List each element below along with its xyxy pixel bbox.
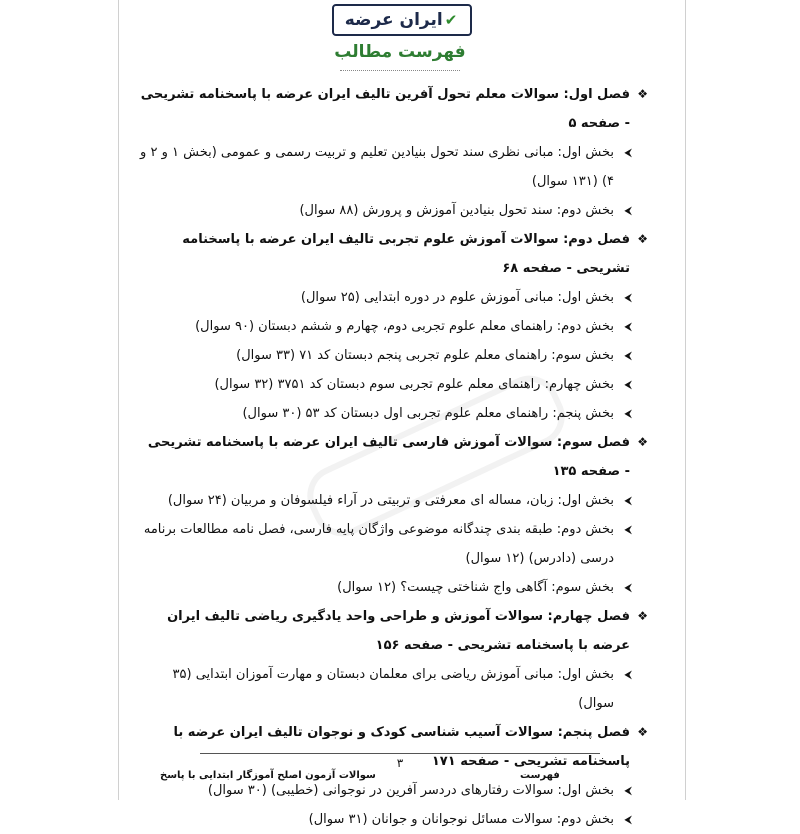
toc-chapter (140, 428, 648, 486)
toc-section (140, 283, 648, 312)
footer-divider (200, 753, 600, 754)
title-underline (340, 70, 460, 71)
page-title: فهرست مطالب (334, 42, 466, 62)
toc-section (140, 312, 648, 341)
toc-section-text: بخش اول: مبانی آموزش علوم در دوره ابتدایی (۲۵ سوال) (300, 290, 614, 305)
toc-section-text: بخش اول: مبانی آموزش ریاضی برای معلمان دبستان و مهارت آموزان ابتدایی (۳۵ سوال) (172, 667, 614, 711)
toc-section (140, 399, 648, 428)
arrow-bullet-icon: ⮜ (624, 378, 632, 391)
diamond-bullet-icon: ❖ (637, 725, 648, 739)
toc-section (140, 370, 648, 399)
toc-section (140, 660, 648, 718)
logo-arrow-icon: ✔ (444, 11, 458, 29)
toc-chapter-text: فصل چهارم: سوالات آموزش و طراحی واحد یادگیری ریاضی تالیف ایران عرضه با پاسخنامه تشریحی - صفحه ۱۵۶ (167, 609, 630, 653)
toc-section (140, 138, 648, 196)
toc-section-text: بخش دوم: طبقه بندی چندگانه موضوعی واژگان پایه فارسی، فصل نامه مطالعات برنامه درسی (دادرس) (۱۲ سوال) (143, 522, 614, 566)
toc-chapter-text: فصل دوم: سوالات آموزش علوم تجربی تالیف ایران عرضه با پاسخنامه تشریحی - صفحه ۶۸ (182, 232, 630, 276)
arrow-bullet-icon: ⮜ (624, 204, 632, 217)
arrow-bullet-icon: ⮜ (624, 349, 632, 362)
toc-section-text: بخش دوم: راهنمای معلم علوم تجربی دوم، چهارم و ششم دبستان (۹۰ سوال) (195, 319, 614, 334)
toc-section (140, 515, 648, 573)
toc-section-text: بخش دوم: سوالات مسائل نوجوانان و جوانان (۳۱ سوال) (308, 812, 614, 827)
toc-chapter (140, 80, 648, 138)
toc-section-text: بخش سوم: آگاهی واج شناختی چیست؟ (۱۲ سوال) (337, 580, 614, 595)
brand-logo (332, 4, 472, 36)
footer-section-label: فهرست (520, 770, 560, 781)
table-of-contents (140, 80, 648, 834)
footer-book-title: سوالات آزمون اصلح آموزگار ابتدایی با پاسخ (160, 770, 376, 781)
diamond-bullet-icon: ❖ (637, 609, 648, 623)
toc-section-text: بخش اول: مبانی نظری سند تحول بنیادین تعلیم و تربیت رسمی و عمومی (بخش ۱ و ۲ و ۴) (۱۳۱ سوال) (140, 145, 614, 189)
diamond-bullet-icon: ❖ (637, 87, 648, 101)
toc-section (140, 341, 648, 370)
logo-text: ایران عرضه (344, 10, 443, 30)
toc-chapter-text: فصل سوم: سوالات آموزش فارسی تالیف ایران عرضه با پاسخنامه تشریحی - صفحه ۱۳۵ (147, 435, 630, 479)
toc-chapter (140, 225, 648, 283)
toc-section-text: بخش سوم: راهنمای معلم علوم تجربی پنجم دبستان کد ۷۱ (۳۳ سوال) (236, 348, 614, 363)
toc-section (140, 486, 648, 515)
arrow-bullet-icon: ⮜ (624, 320, 632, 333)
toc-section-text: بخش اول: زبان، مساله ای معرفتی و تربیتی در آراء فیلسوفان و مربیان (۲۴ سوال) (167, 493, 614, 508)
diamond-bullet-icon: ❖ (637, 232, 648, 246)
arrow-bullet-icon: ⮜ (624, 581, 632, 594)
toc-chapter-text: فصل پنجم: سوالات آسیب شناسی کودک و نوجوان تالیف ایران عرضه با پاسخنامه تشریحی - صفحه ۱۷۱ (173, 725, 630, 769)
arrow-bullet-icon: ⮜ (624, 291, 632, 304)
toc-section (140, 573, 648, 602)
arrow-bullet-icon: ⮜ (624, 494, 632, 507)
toc-section (140, 805, 648, 834)
arrow-bullet-icon: ⮜ (624, 668, 632, 681)
toc-section-text: بخش اول: سوالات رفتارهای دردسر آفرین در نوجوانی (خطیبی) (۳۰ سوال) (207, 783, 614, 798)
page-number: ۳ (396, 756, 404, 770)
toc-section-text: بخش چهارم: راهنمای معلم علوم تجربی سوم دبستان کد ۳۷۵۱ (۳۲ سوال) (214, 377, 614, 392)
arrow-bullet-icon: ⮜ (624, 784, 632, 797)
toc-section (140, 196, 648, 225)
toc-section-text: بخش دوم: سند تحول بنیادین آموزش و پرورش (۸۸ سوال) (299, 203, 614, 218)
toc-section-text: بخش پنجم: راهنمای معلم علوم تجربی اول دبستان کد ۵۳ (۳۰ سوال) (242, 406, 614, 421)
toc-chapter-text: فصل اول: سوالات معلم تحول آفرین تالیف ایران عرضه با پاسخنامه تشریحی - صفحه ۵ (140, 87, 630, 131)
toc-chapter (140, 602, 648, 660)
arrow-bullet-icon: ⮜ (624, 813, 632, 826)
arrow-bullet-icon: ⮜ (624, 146, 632, 159)
arrow-bullet-icon: ⮜ (624, 523, 632, 536)
arrow-bullet-icon: ⮜ (624, 407, 632, 420)
diamond-bullet-icon: ❖ (637, 435, 648, 449)
